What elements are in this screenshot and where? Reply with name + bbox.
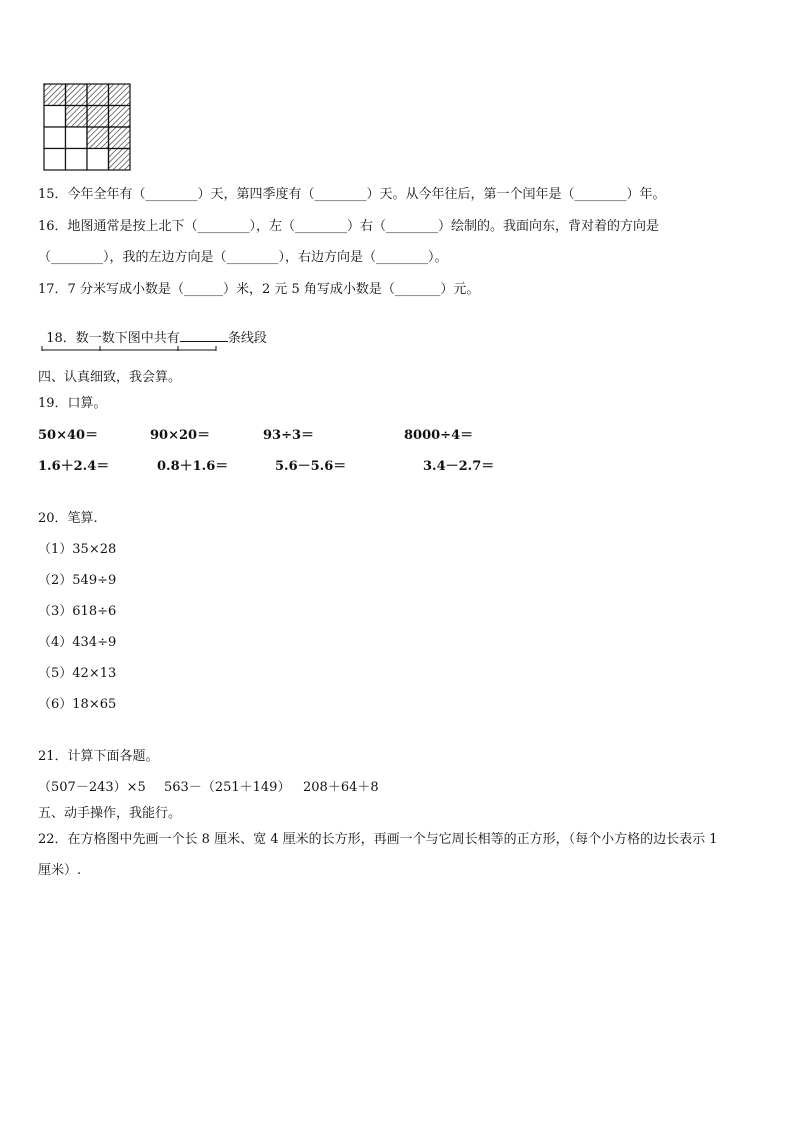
q21-item-3: 208＋64＋8: [303, 780, 379, 795]
answer-blank: [180, 329, 228, 342]
written-calc-3: （3）618÷6: [38, 604, 117, 619]
question-22-line1: 22．在方格图中先画一个长 8 厘米、宽 4 厘米的长方形，再画一个与它周长相等的正方形，（每个小方格的边长表示 1: [38, 832, 718, 847]
oral-calc-2-2: 0.8＋1.6＝: [157, 459, 229, 474]
grid-cell: [44, 149, 66, 171]
section-5-heading: 五、动手操作，我能行。: [38, 806, 182, 821]
grid-cell: [87, 149, 109, 171]
written-calc-5: （5）42×13: [38, 666, 117, 681]
grid-cell: [44, 106, 66, 128]
shaded-grid-figure: [42, 82, 134, 174]
oral-calc-2-4: 3.4－2.7＝: [423, 459, 495, 474]
question-18: [38, 313, 267, 347]
question-15: 15．今年全年有（________）天，第四季度有（________）天。从今年往后，第一个闰年是（________）年。: [38, 187, 666, 202]
grid-cell-shaded: [66, 84, 88, 106]
oral-calc-1-1: 50×40＝: [38, 428, 99, 443]
grid-cell: [66, 127, 88, 149]
grid-cell-shaded: [66, 106, 88, 128]
grid-cell-shaded: [87, 106, 109, 128]
grid-cell-shaded: [109, 127, 131, 149]
question-18-suffix: 条线段: [227, 331, 267, 346]
grid-cell-shaded: [87, 127, 109, 149]
oral-calc-1-2: 90×20＝: [150, 428, 211, 443]
written-calc-1: （1）35×28: [38, 542, 117, 557]
section-4-heading: 四、认真细致，我会算。: [38, 370, 182, 385]
question-17: 17．7 分米写成小数是（______）米，2 元 5 角写成小数是（_______）元。: [38, 282, 480, 297]
question-18-prefix: 18．数一数下图中共有: [46, 331, 180, 346]
oral-calc-1-4: 8000÷4＝: [404, 428, 474, 443]
grid-cell: [44, 127, 66, 149]
oral-calc-2-3: 5.6－5.6＝: [275, 459, 347, 474]
question-20: 20．笔算.: [38, 511, 98, 526]
written-calc-4: （4）434÷9: [38, 635, 117, 650]
question-16-line1: 16．地图通常是按上北下（________），左（________）右（________）绘制的。我面向东，背对着的方向是: [38, 219, 660, 234]
question-21: 21．计算下面各题。: [38, 749, 159, 764]
grid-cell: [66, 149, 88, 171]
q21-item-1: （507－243）×5: [38, 780, 146, 795]
oral-calc-1-3: 93÷3＝: [263, 428, 315, 443]
q21-item-2: 563－（251＋149）: [164, 780, 291, 795]
grid-cell-shaded: [109, 149, 131, 171]
written-calc-6: （6）18×65: [38, 697, 117, 712]
question-19: 19．口算。: [38, 396, 107, 411]
question-16-line2: （________），我的左边方向是（________），右边方向是（________）。: [38, 250, 448, 265]
line-segment-figure: [40, 343, 220, 355]
grid-cell-shaded: [109, 106, 131, 128]
written-calc-2: （2）549÷9: [38, 573, 117, 588]
grid-cell-shaded: [87, 84, 109, 106]
grid-cell-shaded: [109, 84, 131, 106]
question-22-line2: 厘米）.: [38, 863, 82, 878]
grid-cell-shaded: [44, 84, 66, 106]
oral-calc-2-1: 1.6＋2.4＝: [38, 459, 110, 474]
